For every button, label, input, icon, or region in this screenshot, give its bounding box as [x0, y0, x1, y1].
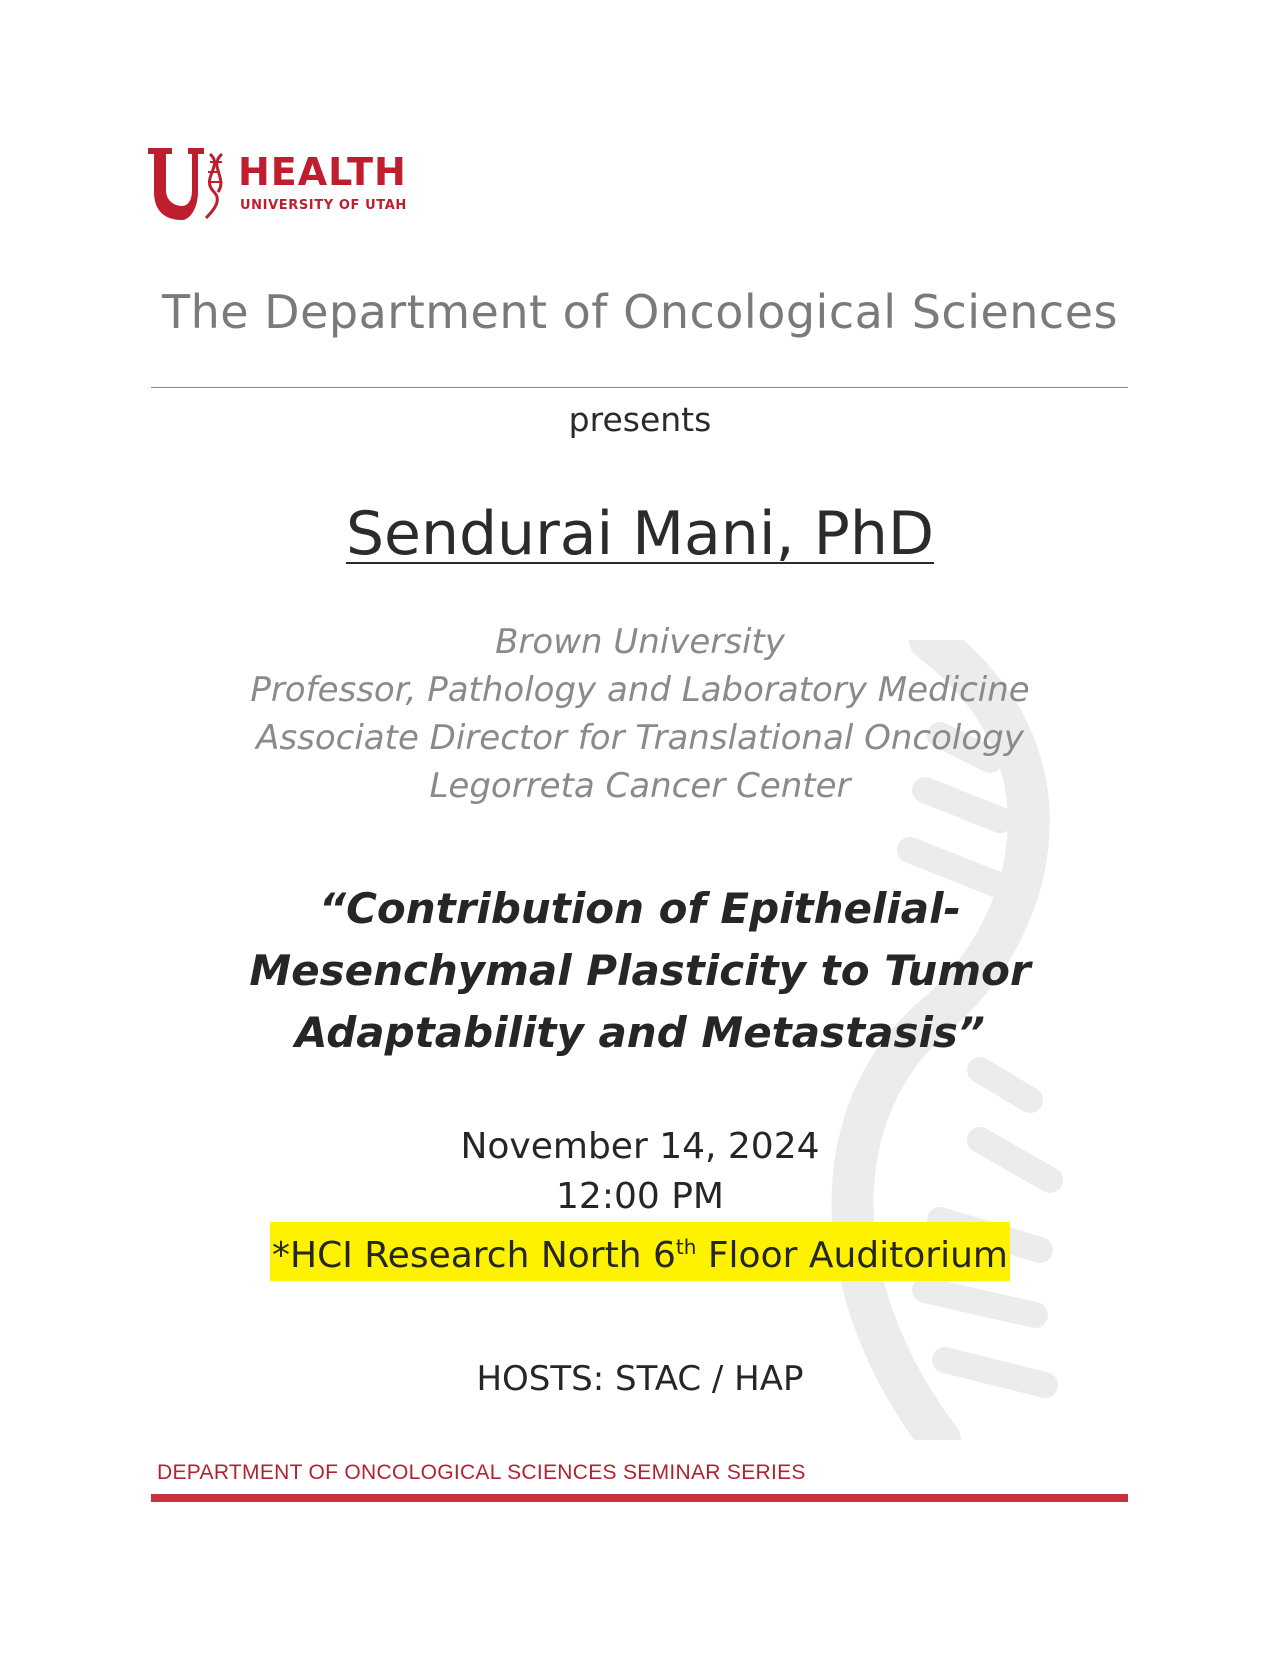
- department-title: The Department of Oncological Sciences: [162, 285, 1118, 339]
- logo-university-text: UNIVERSITY OF UTAH: [240, 198, 407, 213]
- talk-title-line: Adaptability and Metastasis”: [295, 1008, 985, 1057]
- event-date: November 14, 2024: [460, 1126, 820, 1167]
- footer-divider: [151, 1494, 1128, 1502]
- u-dna-logo-icon: [148, 148, 228, 220]
- speaker-name: Sendurai Mani, PhD: [345, 499, 935, 569]
- university-logo: [148, 148, 418, 220]
- hosts-text: HOSTS: STAC / HAP: [476, 1359, 804, 1399]
- header-divider: [151, 387, 1128, 388]
- talk-title-line: Mesenchymal Plasticity to Tumor: [249, 946, 1031, 995]
- presents-text: presents: [568, 400, 712, 439]
- venue-ordinal: th: [675, 1235, 697, 1259]
- talk-title-line: “Contribution of Epithelial-: [319, 884, 961, 933]
- affiliation-line: Brown University: [495, 622, 785, 662]
- logo-health-text: HEALTH: [238, 150, 407, 194]
- seminar-series-label: DEPARTMENT OF ONCOLOGICAL SCIENCES SEMINAR SERIES: [157, 1461, 806, 1484]
- affiliation-line: Legorreta Cancer Center: [429, 766, 851, 806]
- affiliation-line: Associate Director for Translational Oncology: [256, 718, 1024, 758]
- venue-prefix: *HCI Research North 6: [272, 1235, 676, 1276]
- event-datetime: [0, 1122, 1280, 1222]
- event-venue-row: [0, 1222, 1280, 1281]
- talk-title: [0, 878, 1280, 1064]
- event-time: 12:00 PM: [556, 1176, 724, 1217]
- speaker-affiliation: [0, 618, 1280, 810]
- event-venue: [270, 1222, 1010, 1281]
- affiliation-line: Professor, Pathology and Laboratory Medicine: [250, 670, 1030, 710]
- venue-suffix: Floor Auditorium: [696, 1235, 1008, 1276]
